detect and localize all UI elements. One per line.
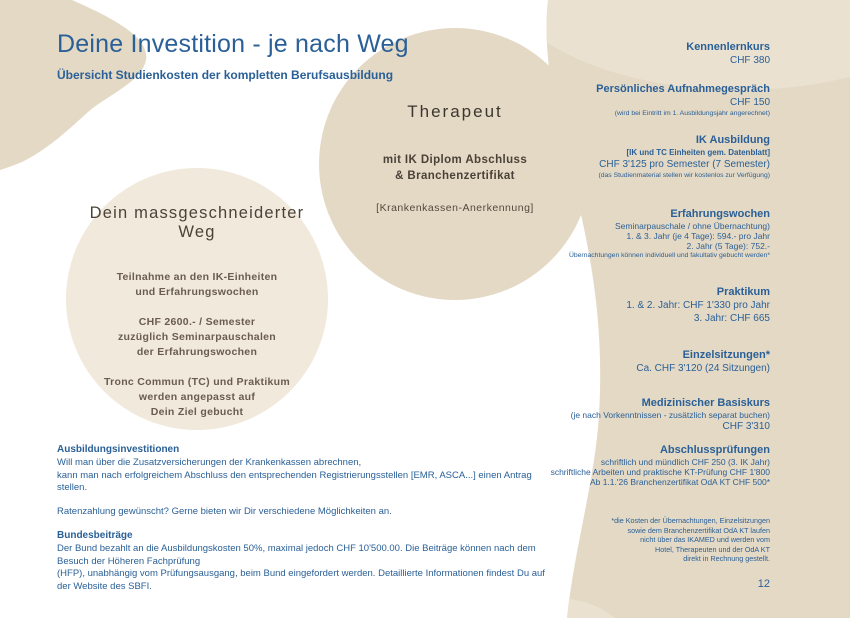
sidebar-section-medizinischer-basiskurs xyxy=(470,397,770,433)
page-number: 12 xyxy=(757,578,770,590)
section-line: 1. & 2. Jahr: CHF 1'330 pro Jahr xyxy=(626,300,770,311)
bottom-left-text xyxy=(57,443,557,593)
spacer xyxy=(57,518,557,529)
section-title: Einzelsitzungen* xyxy=(682,349,770,361)
left-circle-line: Tronc Commun (TC) und Praktikum xyxy=(103,376,291,388)
left-circle-line: werden angepasst auf xyxy=(138,391,256,403)
section-title: Erfahrungswochen xyxy=(670,208,770,220)
center-circle-line: & Branchenzertifikat xyxy=(395,170,515,182)
invest-line: Will man über die Zusatzversicherungen der Krankenkassen abrechnen, xyxy=(57,457,362,468)
federal-line: (HFP), unabhängig vom Prüfungsausgang, beim Bund eingefordert werden. Detaillierte Informationen findest Du auf der Website des SBFI. xyxy=(57,568,545,592)
left-circle-text xyxy=(72,204,322,420)
section-line: schriftlich und mündlich CHF 250 (3. IK Jahr) xyxy=(600,457,770,467)
section-note: (je nach Vorkenntnissen - zusätzlich separat buchen) xyxy=(570,410,770,420)
left-circle-line: und Erfahrungswochen xyxy=(135,286,259,298)
section-title: Abschlussprüfungen xyxy=(659,444,770,456)
footnote-line: direkt in Rechnung gestellt. xyxy=(683,554,770,564)
left-circle-line: Dein Ziel gebucht xyxy=(150,406,244,418)
section-value: CHF 150 xyxy=(729,97,770,108)
spacer xyxy=(57,495,557,506)
left-circle-heading: Dein massgeschneiderter Weg xyxy=(89,204,305,241)
sidebar-section-aufnahmegespraech xyxy=(470,83,770,119)
section-value: CHF 3'310 xyxy=(722,421,770,432)
footnote-line: *die Kosten der Übernachtungen, Einzelsitzungen xyxy=(611,516,770,525)
section-title: Kennenlernkurs xyxy=(686,41,770,53)
left-circle-line: CHF 2600.- / Semester xyxy=(138,316,256,328)
left-circle-line: Teilnahme an den IK-Einheiten xyxy=(116,271,278,283)
page-title: Deine Investition - je nach Weg xyxy=(57,30,409,58)
invest-heading: Ausbildungsinvestitionen xyxy=(57,444,180,455)
footnote-line: sowie dem Branchenzertifikat OdA KT laufen xyxy=(627,525,770,535)
section-value: Ca. CHF 3'120 (24 Sitzungen) xyxy=(636,363,770,374)
sidebar-section-praktikum xyxy=(470,286,770,325)
sidebar-section-erfahrungswochen xyxy=(470,208,770,261)
spacer xyxy=(72,300,322,315)
section-title: Praktikum xyxy=(716,286,770,298)
top-left-blob xyxy=(0,0,146,170)
sidebar-section-ik-ausbildung xyxy=(470,134,770,181)
section-note: (wird bei Eintritt im 1. Ausbildungsjahr angerechnet) xyxy=(614,110,770,117)
center-circle-heading: Therapeut xyxy=(407,102,503,121)
section-note: (das Studienmaterial stellen wir kostenlos zur Verfügung) xyxy=(598,172,770,179)
federal-heading: Bundesbeiträge xyxy=(57,530,133,541)
payment-line: Ratenzahlung gewünscht? Gerne bieten wir Dir verschiedene Möglichkeiten an. xyxy=(57,505,392,517)
left-circle-line: zuzüglich Seminarpauschalen xyxy=(117,331,277,343)
sidebar-section-einzelsitzungen xyxy=(470,349,770,375)
section-value: CHF 3'125 pro Semester (7 Semester) xyxy=(599,159,770,170)
sidebar-section-kennenlernkurs xyxy=(470,41,770,67)
section-line: Ab 1.1.'26 Branchenzertifikat OdA KT CHF 500* xyxy=(589,477,770,487)
section-value: CHF 380 xyxy=(729,55,770,66)
footnote-line: nicht über das IKAMED und werden vom xyxy=(640,535,770,545)
section-title: Medizinischer Basiskurs xyxy=(641,397,770,409)
section-line: 2. Jahr (5 Tage): 752.- xyxy=(686,241,770,251)
left-circle-line: der Erfahrungswochen xyxy=(136,346,258,358)
section-title: Persönliches Aufnahmegespräch xyxy=(596,83,770,95)
center-circle-line: mit IK Diplom Abschluss xyxy=(382,154,528,166)
footnote-line: Hotel, Therapeuten und der OdA KT xyxy=(655,544,770,554)
section-note: Übernachtungen können individuell und fakultativ gebucht werden* xyxy=(568,252,770,259)
invest-line: kann man nach erfolgreichem Abschluss den entsprechenden Registrierungsstellen [EMR, ASCA...] einen Antrag stellen. xyxy=(57,469,532,493)
page-subtitle: Übersicht Studienkosten der kompletten Berufsausbildung xyxy=(57,68,394,82)
section-line: 3. Jahr: CHF 665 xyxy=(693,313,770,324)
section-line: 1. & 3. Jahr (je 4 Tage): 594.- pro Jahr xyxy=(626,231,770,241)
section-title: IK Ausbildung xyxy=(695,134,770,146)
section-line: schriftliche Arbeiten und praktische KT-Prüfung CHF 1'800 xyxy=(550,467,770,477)
spacer xyxy=(72,360,322,375)
section-subtitle: [IK und TC Einheiten gem. Datenblatt] xyxy=(626,148,770,157)
section-line: Seminarpauschale / ohne Übernachtung) xyxy=(615,221,770,231)
federal-line: Der Bund bezahlt an die Ausbildungskosten 50%, maximal jedoch CHF 10'500.00. Die Beiträge können nach dem Besuch der Höheren Fachprüfung xyxy=(57,543,536,567)
center-circle-note: [Krankenkassen-Anerkennung] xyxy=(376,202,534,214)
